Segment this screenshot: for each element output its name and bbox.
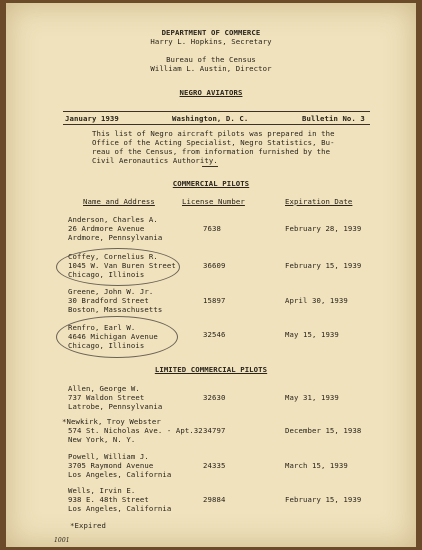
pilot-name: Greene, John W. Jr. [68,287,154,296]
license-number: 29884 [203,495,226,504]
license-number: 36609 [203,261,226,270]
pilot-name: Powell, William J. [68,452,149,461]
column-expiration-date: Expiration Date [285,197,353,206]
intro-line-1: This list of Negro aircraft pilots was prepared in the [92,129,335,138]
bulletin-place: Washington, D. C. [172,114,249,123]
intro-line-4: Civil Aeronautics Authority. [92,156,218,165]
pilot-city: Chicago, Illinois [68,270,145,279]
intro-line-3: reau of the Census, from information furnished by the [92,147,331,156]
license-number: 15897 [203,296,226,305]
expiration-date: May 15, 1939 [285,330,339,339]
expiration-date: February 15, 1939 [285,495,362,504]
license-number: 32630 [203,393,226,402]
document-page [6,3,416,547]
pilot-name: Coffey, Cornelius R. [68,252,158,261]
expiration-date: December 15, 1938 [285,426,362,435]
department-heading: DEPARTMENT OF COMMERCE [161,28,261,37]
pilot-street: 30 Bradford Street [68,296,149,305]
expiration-date: February 15, 1939 [285,261,362,270]
license-number: 7638 [203,224,221,233]
limited-heading: LIMITED COMMERCIAL PILOTS [154,365,268,374]
pilot-street: 3705 Raymond Avenue [68,461,154,470]
intro-short-rule [202,166,218,167]
column-name-address: Name and Address [83,197,155,206]
director-line: William L. Austin, Director [150,64,272,73]
pilot-city: Los Angeles, California [68,470,172,479]
pilot-city: New York, N. Y. [68,435,136,444]
pilot-name: Renfro, Earl W. [68,323,136,332]
pilot-city: Boston, Massachusetts [68,305,163,314]
pilot-street: 574 St. Nicholas Ave. - Apt.32 [68,426,203,435]
document-title: NEGRO AVIATORS [179,88,243,97]
license-number: 34797 [203,426,226,435]
pilot-street: 737 Waldon Street [68,393,145,402]
handwritten-page-mark: 1001 [54,537,70,544]
pilot-street: 1045 W. Van Buren Street [68,261,176,270]
secretary-line: Harry L. Hopkins, Secretary [150,37,272,46]
pilot-name: Anderson, Charles A. [68,215,158,224]
expiration-date: May 31, 1939 [285,393,339,402]
pilot-street: 4646 Michigan Avenue [68,332,158,341]
expiration-date: February 28, 1939 [285,224,362,233]
bulletin-date: January 1939 [65,114,119,123]
expiration-date: April 30, 1939 [285,296,348,305]
license-number: 24335 [203,461,226,470]
pilot-street: 938 E. 48th Street [68,495,149,504]
license-number: 32546 [203,330,226,339]
intro-line-2: Office of the Acting Specialist, Negro Statistics, Bu- [92,138,335,147]
expiration-date: March 15, 1939 [285,461,348,470]
footnote-expired: *Expired [70,521,106,530]
pilot-city: Ardmore, Pennsylvania [68,233,163,242]
pilot-name: Wells, Irvin E. [68,486,136,495]
column-license-number: License Number [182,197,245,206]
bureau-line: Bureau of the Census [166,55,256,64]
pilot-city: Latrobe, Pennsylvania [68,402,163,411]
pilot-name: Allen, George W. [68,384,140,393]
pilot-name: *Newkirk, Troy Webster [62,417,161,426]
pilot-city: Chicago, Illinois [68,341,145,350]
commercial-heading: COMMERCIAL PILOTS [172,179,250,188]
pilot-street: 26 Ardmore Avenue [68,224,145,233]
bulletin-top-rule [63,111,370,112]
bulletin-number: Bulletin No. 3 [302,114,365,123]
pilot-city: Los Angeles, California [68,504,172,513]
bulletin-bottom-rule [63,124,370,125]
